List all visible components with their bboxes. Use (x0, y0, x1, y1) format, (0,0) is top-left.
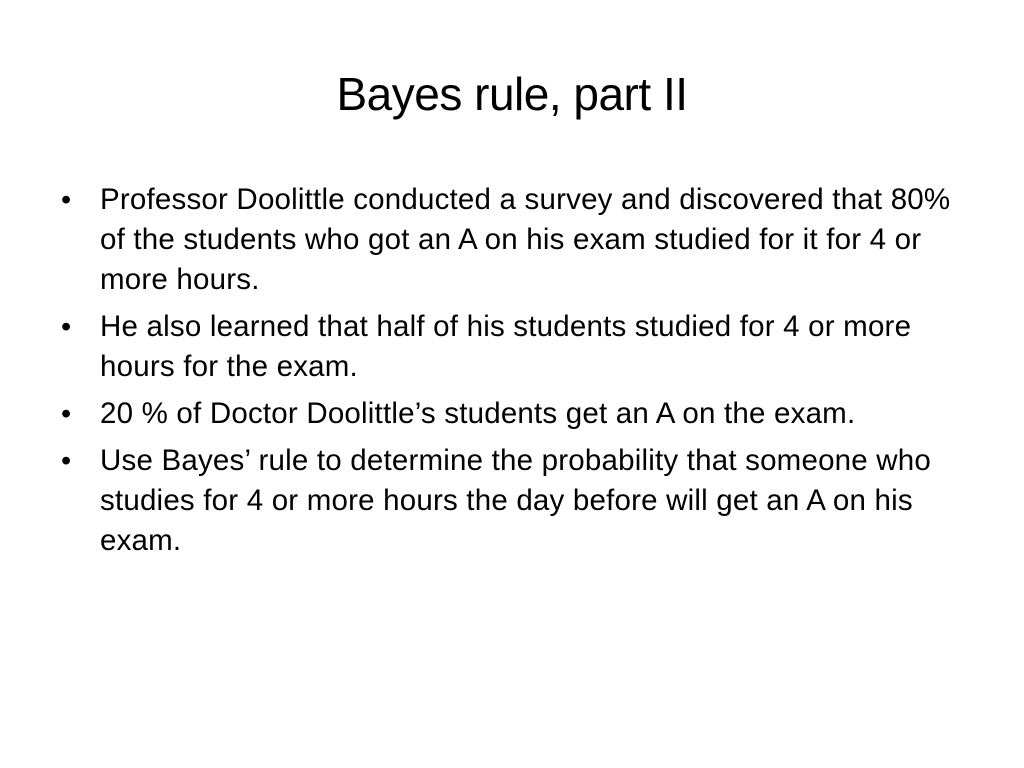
bullet-dot-icon: • (61, 184, 72, 216)
bullet-dot-icon: • (61, 311, 72, 343)
bullet-dot-icon: • (61, 445, 72, 477)
bullet-item (56, 394, 976, 434)
bullet-item (56, 307, 976, 387)
bullet-list (56, 180, 976, 568)
bullet-item (56, 180, 976, 300)
bullet-text: Professor Doolittle conducted a survey and discovered that 80% of the students who got an A on his exam studied for it for 4 or more hours. (100, 183, 951, 296)
bullet-dot-icon: • (61, 398, 72, 430)
slide-title: Bayes rule, part II (336, 68, 688, 120)
bullet-item (56, 441, 976, 561)
bullet-text: 20 % of Doctor Doolittle’s students get an A on the exam. (100, 397, 856, 430)
bullet-text: Use Bayes’ rule to determine the probability that someone who studies for 4 or more hours the day before will get an A on his exam. (100, 444, 931, 557)
bullet-text: He also learned that half of his students studied for 4 or more hours for the exam. (100, 310, 912, 383)
